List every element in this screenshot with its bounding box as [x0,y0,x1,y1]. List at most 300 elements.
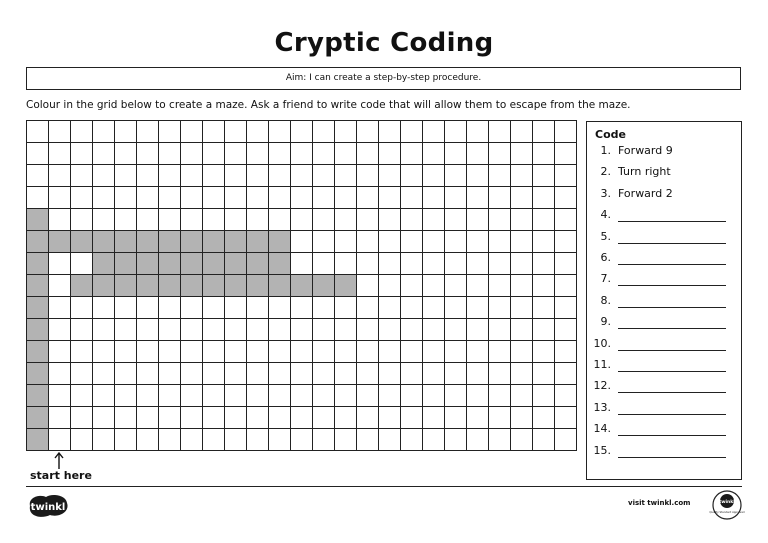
grid-cell[interactable] [49,297,71,319]
grid-cell[interactable] [555,143,577,165]
grid-cell[interactable] [247,143,269,165]
grid-cell[interactable] [489,275,511,297]
grid-cell[interactable] [49,121,71,143]
grid-cell[interactable] [335,165,357,187]
grid-cell[interactable] [115,341,137,363]
grid-cell[interactable] [49,209,71,231]
grid-cell[interactable] [401,187,423,209]
grid-cell[interactable] [401,275,423,297]
grid-cell[interactable] [445,429,467,451]
grid-cell[interactable] [203,143,225,165]
grid-cell[interactable] [225,363,247,385]
grid-cell[interactable] [203,297,225,319]
grid-cell[interactable] [93,319,115,341]
grid-cell[interactable] [533,297,555,319]
grid-cell[interactable] [555,385,577,407]
grid-cell[interactable] [93,297,115,319]
grid-cell[interactable] [49,429,71,451]
grid-cell-shaded[interactable] [27,429,49,451]
grid-cell[interactable] [533,275,555,297]
grid-cell[interactable] [247,209,269,231]
grid-cell[interactable] [49,407,71,429]
grid-cell[interactable] [71,297,93,319]
grid-cell[interactable] [423,209,445,231]
grid-cell[interactable] [313,121,335,143]
grid-cell[interactable] [489,341,511,363]
grid-cell[interactable] [401,165,423,187]
grid-cell[interactable] [49,253,71,275]
code-line-blank[interactable] [618,264,726,265]
grid-cell[interactable] [489,231,511,253]
grid-cell[interactable] [489,143,511,165]
grid-cell[interactable] [159,407,181,429]
visit-link[interactable]: visit twinkl.com [628,499,691,507]
code-line-blank[interactable] [618,371,726,372]
grid-cell-shaded[interactable] [203,275,225,297]
grid-cell[interactable] [93,407,115,429]
grid-cell[interactable] [313,341,335,363]
grid-cell-shaded[interactable] [247,275,269,297]
grid-cell[interactable] [269,341,291,363]
grid-cell[interactable] [379,143,401,165]
grid-cell[interactable] [225,165,247,187]
grid-cell[interactable] [467,165,489,187]
grid-cell-shaded[interactable] [159,253,181,275]
grid-cell[interactable] [181,407,203,429]
grid-cell-shaded[interactable] [49,231,71,253]
grid-cell[interactable] [291,253,313,275]
grid-cell[interactable] [291,407,313,429]
grid-cell[interactable] [511,363,533,385]
grid-cell[interactable] [49,187,71,209]
grid-cell[interactable] [357,165,379,187]
grid-cell[interactable] [181,187,203,209]
grid-cell-shaded[interactable] [203,253,225,275]
grid-cell[interactable] [379,253,401,275]
code-line-blank[interactable] [618,414,726,415]
grid-cell[interactable] [511,121,533,143]
grid-cell[interactable] [247,187,269,209]
grid-cell[interactable] [379,385,401,407]
grid-cell[interactable] [357,253,379,275]
grid-cell[interactable] [313,319,335,341]
grid-cell[interactable] [379,407,401,429]
grid-cell[interactable] [467,407,489,429]
grid-cell-shaded[interactable] [27,407,49,429]
grid-cell[interactable] [379,275,401,297]
grid-cell-shaded[interactable] [27,209,49,231]
grid-cell-shaded[interactable] [71,231,93,253]
grid-cell[interactable] [269,121,291,143]
grid-cell[interactable] [555,319,577,341]
grid-cell-shaded[interactable] [115,253,137,275]
grid-cell[interactable] [247,165,269,187]
grid-cell[interactable] [467,275,489,297]
grid-cell[interactable] [115,187,137,209]
code-line-blank[interactable] [618,307,726,308]
grid-cell[interactable] [445,143,467,165]
grid-cell-shaded[interactable] [27,319,49,341]
grid-cell[interactable] [71,121,93,143]
grid-cell[interactable] [313,165,335,187]
grid-cell[interactable] [159,143,181,165]
grid-cell[interactable] [335,297,357,319]
grid-cell[interactable] [555,363,577,385]
grid-cell-shaded[interactable] [269,231,291,253]
grid-cell[interactable] [445,209,467,231]
grid-cell[interactable] [401,143,423,165]
grid-cell[interactable] [269,385,291,407]
grid-cell-shaded[interactable] [335,275,357,297]
grid-cell[interactable] [357,143,379,165]
grid-cell[interactable] [225,297,247,319]
grid-cell[interactable] [115,143,137,165]
code-line-blank[interactable] [618,328,726,329]
grid-cell[interactable] [401,385,423,407]
grid-cell[interactable] [533,231,555,253]
grid-cell-shaded[interactable] [27,231,49,253]
grid-cell[interactable] [335,209,357,231]
grid-cell[interactable] [71,363,93,385]
grid-cell[interactable] [115,407,137,429]
grid-cell[interactable] [49,363,71,385]
grid-cell[interactable] [379,319,401,341]
grid-cell[interactable] [291,121,313,143]
grid-cell[interactable] [423,231,445,253]
grid-cell[interactable] [291,363,313,385]
grid-cell[interactable] [181,209,203,231]
grid-cell[interactable] [335,429,357,451]
grid-cell[interactable] [313,209,335,231]
grid-cell[interactable] [401,319,423,341]
grid-cell[interactable] [27,187,49,209]
grid-cell[interactable] [379,363,401,385]
grid-cell[interactable] [313,429,335,451]
grid-cell[interactable] [181,429,203,451]
grid-cell[interactable] [137,121,159,143]
grid-cell[interactable] [533,341,555,363]
grid-cell[interactable] [511,275,533,297]
grid-cell-shaded[interactable] [137,275,159,297]
grid-cell-shaded[interactable] [137,231,159,253]
grid-cell[interactable] [137,143,159,165]
grid-cell[interactable] [423,429,445,451]
grid-cell[interactable] [511,187,533,209]
grid-cell[interactable] [71,407,93,429]
grid-cell[interactable] [445,297,467,319]
grid-cell[interactable] [467,253,489,275]
grid-cell-shaded[interactable] [115,231,137,253]
code-line-blank[interactable] [618,350,726,351]
grid-cell[interactable] [357,319,379,341]
grid-cell[interactable] [357,231,379,253]
grid-cell[interactable] [423,253,445,275]
grid-cell[interactable] [181,297,203,319]
grid-cell[interactable] [247,297,269,319]
grid-cell[interactable] [159,385,181,407]
grid-cell[interactable] [379,121,401,143]
grid-cell[interactable] [225,187,247,209]
grid-cell[interactable] [137,385,159,407]
grid-cell[interactable] [71,165,93,187]
grid-cell-shaded[interactable] [27,253,49,275]
grid-cell[interactable] [115,385,137,407]
grid-cell[interactable] [379,165,401,187]
grid-cell[interactable] [401,407,423,429]
grid-cell[interactable] [511,209,533,231]
grid-cell[interactable] [181,363,203,385]
grid-cell[interactable] [93,363,115,385]
grid-cell[interactable] [489,253,511,275]
grid-cell[interactable] [225,209,247,231]
grid-cell[interactable] [423,187,445,209]
grid-cell[interactable] [269,319,291,341]
grid-cell-shaded[interactable] [27,341,49,363]
grid-cell[interactable] [445,231,467,253]
grid-cell[interactable] [401,209,423,231]
grid-cell[interactable] [423,407,445,429]
grid-cell[interactable] [335,363,357,385]
grid-cell[interactable] [445,275,467,297]
grid-cell[interactable] [137,429,159,451]
grid-cell[interactable] [357,209,379,231]
grid-cell[interactable] [335,253,357,275]
grid-cell[interactable] [401,297,423,319]
grid-cell[interactable] [203,407,225,429]
grid-cell[interactable] [555,297,577,319]
grid-cell[interactable] [467,319,489,341]
grid-cell[interactable] [511,297,533,319]
grid-cell[interactable] [269,187,291,209]
grid-cell[interactable] [269,165,291,187]
grid-cell[interactable] [467,209,489,231]
grid-cell[interactable] [555,165,577,187]
grid-cell[interactable] [401,253,423,275]
grid-cell[interactable] [203,187,225,209]
grid-cell[interactable] [27,165,49,187]
grid-cell[interactable] [203,429,225,451]
grid-cell[interactable] [49,143,71,165]
grid-cell-shaded[interactable] [27,363,49,385]
grid-cell[interactable] [379,209,401,231]
grid-cell[interactable] [93,143,115,165]
grid-cell[interactable] [159,363,181,385]
grid-cell[interactable] [225,121,247,143]
grid-cell-shaded[interactable] [181,275,203,297]
grid-cell[interactable] [49,165,71,187]
code-line-blank[interactable] [618,392,726,393]
grid-cell-shaded[interactable] [225,231,247,253]
grid-cell[interactable] [49,385,71,407]
grid-cell[interactable] [181,385,203,407]
grid-cell[interactable] [203,385,225,407]
grid-cell[interactable] [71,429,93,451]
grid-cell[interactable] [533,253,555,275]
code-line-blank[interactable] [618,435,726,436]
grid-cell-shaded[interactable] [269,275,291,297]
grid-cell[interactable] [93,187,115,209]
grid-cell[interactable] [269,143,291,165]
grid-cell[interactable] [159,165,181,187]
grid-cell[interactable] [533,385,555,407]
grid-cell[interactable] [533,429,555,451]
grid-cell[interactable] [115,165,137,187]
grid-cell-shaded[interactable] [225,275,247,297]
grid-cell[interactable] [313,253,335,275]
grid-cell[interactable] [291,209,313,231]
grid-cell[interactable] [533,121,555,143]
grid-cell[interactable] [555,429,577,451]
grid-cell[interactable] [335,407,357,429]
grid-cell[interactable] [423,143,445,165]
grid-cell[interactable] [181,341,203,363]
grid-cell[interactable] [181,121,203,143]
grid-cell[interactable] [533,209,555,231]
twinkl-logo[interactable] [26,493,70,519]
grid-cell[interactable] [27,143,49,165]
grid-cell[interactable] [203,165,225,187]
grid-cell[interactable] [115,121,137,143]
code-line-blank[interactable] [618,285,726,286]
grid-cell[interactable] [247,121,269,143]
grid-cell[interactable] [313,187,335,209]
grid-cell-shaded[interactable] [203,231,225,253]
grid-cell[interactable] [511,143,533,165]
grid-cell[interactable] [445,363,467,385]
grid-cell[interactable] [357,121,379,143]
grid-cell[interactable] [489,429,511,451]
grid-cell[interactable] [379,297,401,319]
grid-cell[interactable] [335,143,357,165]
grid-cell[interactable] [467,187,489,209]
grid-cell[interactable] [357,297,379,319]
grid-cell[interactable] [533,143,555,165]
maze-grid[interactable] [26,120,577,452]
code-line-blank[interactable] [618,457,726,458]
grid-cell[interactable] [159,429,181,451]
grid-cell[interactable] [467,341,489,363]
grid-cell[interactable] [335,385,357,407]
grid-cell[interactable] [313,363,335,385]
grid-cell[interactable] [269,209,291,231]
grid-cell[interactable] [357,363,379,385]
grid-cell-shaded[interactable] [247,253,269,275]
grid-cell-shaded[interactable] [181,231,203,253]
grid-cell[interactable] [137,165,159,187]
grid-cell[interactable] [467,297,489,319]
grid-cell[interactable] [467,429,489,451]
grid-cell[interactable] [489,385,511,407]
grid-cell-shaded[interactable] [247,231,269,253]
grid-cell[interactable] [489,209,511,231]
grid-cell[interactable] [379,429,401,451]
grid-cell[interactable] [357,385,379,407]
grid-cell[interactable] [401,121,423,143]
grid-cell[interactable] [335,319,357,341]
grid-cell[interactable] [49,275,71,297]
grid-cell[interactable] [225,319,247,341]
grid-cell-shaded[interactable] [27,297,49,319]
grid-cell[interactable] [555,209,577,231]
grid-cell[interactable] [203,121,225,143]
grid-cell[interactable] [93,385,115,407]
grid-cell[interactable] [203,209,225,231]
grid-cell[interactable] [445,165,467,187]
grid-cell[interactable] [335,341,357,363]
grid-cell[interactable] [27,121,49,143]
grid-cell-shaded[interactable] [159,275,181,297]
grid-cell[interactable] [335,121,357,143]
grid-cell[interactable] [357,341,379,363]
grid-cell[interactable] [423,275,445,297]
grid-cell[interactable] [489,187,511,209]
grid-cell-shaded[interactable] [27,385,49,407]
grid-cell[interactable] [467,231,489,253]
grid-cell[interactable] [533,363,555,385]
grid-cell[interactable] [357,407,379,429]
grid-cell[interactable] [423,319,445,341]
grid-cell[interactable] [445,407,467,429]
grid-cell[interactable] [203,363,225,385]
grid-cell[interactable] [313,385,335,407]
grid-cell[interactable] [489,297,511,319]
grid-cell[interactable] [93,429,115,451]
grid-cell[interactable] [159,121,181,143]
grid-cell[interactable] [467,385,489,407]
grid-cell[interactable] [291,341,313,363]
grid-cell[interactable] [555,341,577,363]
grid-cell[interactable] [291,429,313,451]
code-line-blank[interactable] [618,221,726,222]
grid-cell[interactable] [137,407,159,429]
grid-cell[interactable] [357,429,379,451]
grid-cell[interactable] [445,187,467,209]
grid-cell[interactable] [423,165,445,187]
grid-cell[interactable] [489,363,511,385]
grid-cell[interactable] [203,319,225,341]
grid-cell-shaded[interactable] [291,275,313,297]
grid-cell[interactable] [555,407,577,429]
grid-cell[interactable] [269,429,291,451]
grid-cell[interactable] [291,165,313,187]
grid-cell[interactable] [401,231,423,253]
grid-cell[interactable] [445,253,467,275]
grid-cell[interactable] [71,341,93,363]
grid-cell[interactable] [225,385,247,407]
grid-cell[interactable] [93,209,115,231]
grid-cell[interactable] [423,121,445,143]
code-line-blank[interactable] [618,243,726,244]
grid-cell[interactable] [137,297,159,319]
grid-cell[interactable] [93,165,115,187]
grid-cell[interactable] [269,363,291,385]
grid-cell[interactable] [115,429,137,451]
grid-cell[interactable] [203,341,225,363]
grid-cell[interactable] [511,253,533,275]
grid-cell[interactable] [181,165,203,187]
grid-cell[interactable] [71,143,93,165]
grid-cell[interactable] [291,143,313,165]
grid-cell[interactable] [291,385,313,407]
grid-cell[interactable] [467,121,489,143]
grid-cell[interactable] [225,407,247,429]
grid-cell-shaded[interactable] [93,253,115,275]
grid-cell-shaded[interactable] [115,275,137,297]
grid-cell[interactable] [357,275,379,297]
grid-cell[interactable] [511,407,533,429]
grid-cell[interactable] [313,297,335,319]
grid-cell[interactable] [489,165,511,187]
